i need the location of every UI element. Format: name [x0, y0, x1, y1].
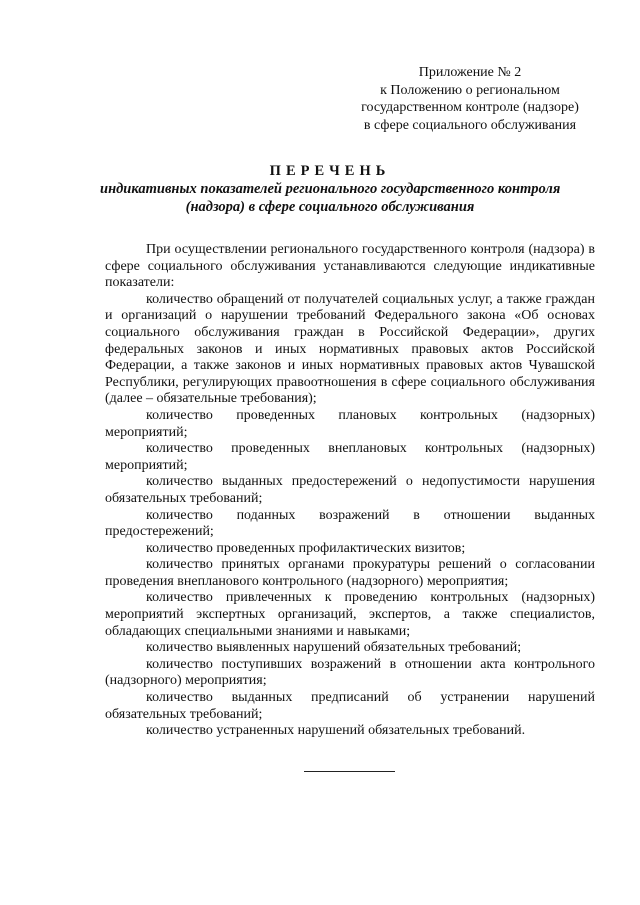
title-heading: ПЕРЕЧЕНЬ	[269, 163, 391, 179]
appendix-reference-line3: в сфере социального обслуживания	[363, 117, 577, 133]
indicator-item: количество проведенных профилактических визитов;	[146, 540, 466, 556]
document-title	[100, 162, 560, 216]
body-text	[105, 242, 595, 740]
subtitle-line1: индикативных показателей регионального государственного контроля	[100, 181, 561, 197]
title-subtitle	[100, 180, 560, 216]
appendix-reference-line2: государственном контроле (надзоре)	[361, 100, 579, 115]
subtitle-line2: (надзора) в сфере социального обслуживания	[185, 199, 475, 215]
indicator-item: количество поданных возражений в отношении выданных предостережений;	[105, 507, 595, 540]
indicator-item: количество выданных предостережений о недопустимости нарушения обязательных требований;	[105, 474, 595, 506]
indicator-item: количество поступивших возражений в отношении акта контрольного (надзорного) мероприятия;	[105, 656, 595, 689]
end-divider-line	[304, 771, 395, 772]
indicator-item: количество выданных предписаний об устранении нарушений обязательных требований;	[105, 690, 595, 722]
indicator-item: количество проведенных внеплановых контрольных (надзорных) мероприятий;	[105, 441, 595, 473]
indicator-item: количество устраненных нарушений обязательных требований.	[146, 723, 526, 739]
appendix-number: Приложение № 2	[418, 65, 522, 80]
indicator-item: количество обращений от получателей социальных услуг, а также граждан и организаций о нарушении требований Федерального закона «Об основах социального обслуживания граждан в Российской Федерации», других федеральных законов и иных нормативных правовых актов Российской Федерации, а также законов и иных нормативных правовых актов Чувашской Республики, регулирующих правоотношения в сфере социального обслуживания (далее – обязательные требования);	[105, 291, 595, 407]
appendix-header	[340, 64, 600, 134]
indicator-item: количество привлеченных к проведению контрольных (надзорных) мероприятий экспертных организаций, экспертов, а также специалистов, обладающих специальными знаниями и навыками;	[105, 590, 595, 639]
indicator-item: количество принятых органами прокуратуры решений о согласовании проведения внепланового контрольного (надзорного) мероприятия;	[105, 557, 595, 589]
appendix-reference: к Положению о региональном	[380, 82, 560, 98]
indicator-item: количество выявленных нарушений обязательных требований;	[146, 640, 522, 656]
indicator-item: количество проведенных плановых контрольных (надзорных) мероприятий;	[105, 407, 595, 440]
intro-paragraph: При осуществлении регионального государственного контроля (надзора) в сфере социального обслуживания устанавливаются следующие индикативные показатели:	[105, 242, 595, 291]
